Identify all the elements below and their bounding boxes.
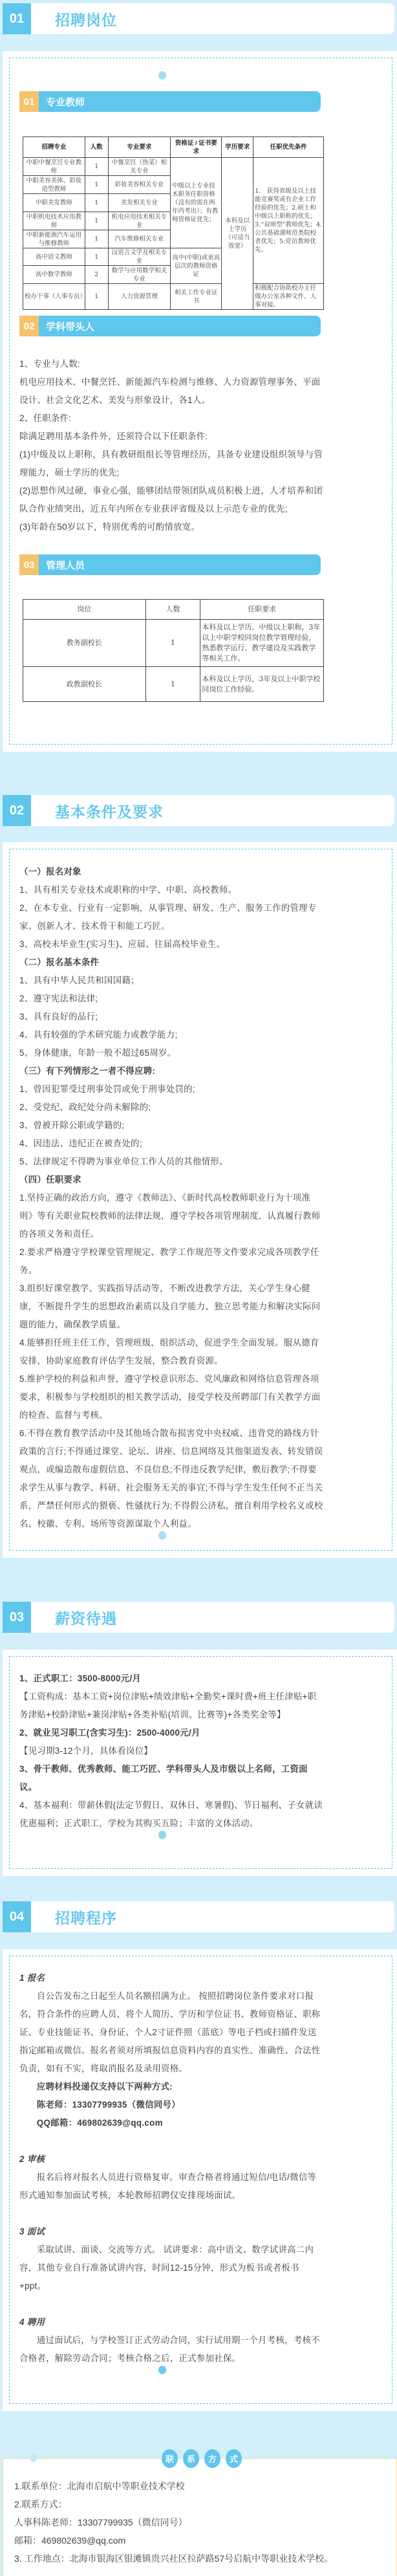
paragraph: 【见习期3-12个月，具体看岗位】	[19, 1746, 153, 1756]
sub-number: 02	[19, 316, 39, 336]
email-contact: QQ邮箱：469802639@qq.com	[36, 2118, 163, 2128]
cell-req: 数学与应用数学相关专业	[108, 266, 171, 284]
paragraph: 通过面试后，与学校签订正式劳动合同，实行试用期一个月考核，考核不合格者，解除劳动合同；考核合格之后，正式参加社保。	[19, 2335, 320, 2363]
cell-count: 1	[85, 194, 108, 212]
cell-req: 中餐烹饪（热菜）相关专业	[108, 158, 171, 176]
paragraph: 4、因违法、违纪正在被查处的;	[19, 1139, 142, 1148]
paragraph: 6.不得在教育教学活动中及其他场合散布损害党中央权威、违背党的路线方针政策的言行;不得通过课堂、论坛、讲座、信息网络及其他渠道发表、转发错误观点，或编造散布虚假信息、不良信息;不得违反教学纪律，敷衍教学;不得要求学生从事与教学、科研、社会服务无关的事宜;不得与学生发生任何不正当关系，严禁任何形式的猥亵、性骚扰行为;不得假公济私，擅自利用学校名义或校名、校徽、专利、场所等资源谋取个人利益。	[19, 1428, 323, 1529]
contact-line: 人事科陈老师：13307799935（微信同号）	[14, 2517, 188, 2527]
requirements-panel	[3, 842, 397, 1558]
paragraph: 自公告发布之日起至人员名额招满为止。 按照招聘岗位条件要求对口报名，符合条件的应聘人员，将个人简历、学历和学位证书、教师资格证、职称证、专业技能证书、身份证、个人2寸证件照（蓝底）等电子档或扫描件发送指定邮箱或微信。报名者须对所填报信息资料内容的真实性、准确性、合法性负责，如有不实，将取消报名及录用资格。	[19, 1991, 321, 2073]
paragraph: 1、专业与人数:	[19, 359, 80, 369]
dot-decoration	[158, 71, 166, 80]
contact-text	[14, 2477, 333, 2568]
paragraph: 4、具有较强的学术研究能力或教学能力;	[19, 1030, 178, 1040]
step-title: 4 聘用	[19, 2317, 45, 2327]
procedure-text	[19, 1969, 323, 2368]
subheading: （一）报名对象	[19, 867, 81, 877]
paragraph: 采取试讲、面谈、交流等方式。 试讲要求：高中语文、数学试讲高二内容，其他专业自行准备试讲内容，时间12-15分钟，形式为板书或者板书+ppt。	[19, 2245, 314, 2291]
dot-decoration	[158, 2366, 166, 2374]
paragraph: 应聘材料投递仅支持以下两种方式:	[36, 2082, 173, 2091]
table-row	[23, 620, 324, 667]
subheading: （四）任职要求	[19, 1175, 81, 1184]
title-char: 联	[162, 2449, 178, 2468]
phone-contact: 陈老师：13307799935（微信同号）	[36, 2100, 180, 2110]
paragraph: 5、身体健康，年龄一般不超过65周岁。	[19, 1048, 177, 1058]
cell-major: 中职美发教师	[23, 194, 85, 212]
dot-decoration	[158, 1831, 166, 1839]
cell-req: 本科及以上学历、中级以上职称，3年以上中职学校同岗位教学管理经验，熟悉教学运行、教学建设及实践教学等相关工作。	[200, 620, 324, 667]
paragraph: 2、受党纪、政纪处分尚未解除的;	[19, 1102, 151, 1112]
subheader-leaders	[19, 316, 321, 336]
cell-major: 中职机电技术应用教师	[23, 212, 85, 230]
section-number: 01	[3, 3, 31, 34]
cell-priority: 1. 获得省级及以上技能竞赛奖或有企业工作经验的优先；2.硕士和中级以上职称的优先；3.“双师型”教师优先；4.公共基础课师范类院校者优先；5.党员教师优先。	[253, 158, 324, 284]
col-header: 专业要求	[108, 137, 171, 158]
step-title: 2 审核	[19, 2154, 45, 2164]
table-row	[23, 158, 324, 176]
cell-post: 教务副校长	[23, 620, 146, 667]
cell-major: 中职美容美体、彩妆造型教师	[23, 176, 85, 194]
cell-cert: 中级以上专业技术职务任职资格（没有的需在两年内考出）；有教师资格证优先；	[171, 158, 222, 248]
section-number: 02	[3, 795, 31, 826]
title-char: 式	[226, 2449, 242, 2468]
paragraph: 报名后将对报名人员进行资格复审。审查合格者将通过短信/电话/微信等形式通知参加面试考核，本轮教师招聘仅安排现场面试。	[19, 2172, 317, 2200]
cell-major: 高中语文教师	[23, 248, 85, 266]
cell-req: 汉语言文学及相关专业	[108, 248, 171, 266]
subheader-managers	[19, 554, 321, 575]
cell-count: 1	[85, 158, 108, 176]
cell-education: 本科及以上学历（可适当放宽）	[222, 158, 253, 310]
contact-title	[162, 2449, 243, 2468]
paragraph: 1、具有相关专业技术或职称的中学、中职、高校教师。	[19, 885, 237, 895]
sub-title: 管理人员	[46, 560, 85, 571]
paragraph: 3、具有良好的品行;	[19, 1012, 98, 1021]
table-row	[23, 667, 324, 702]
contact-line: 1.联系单位：北海市启航中等职业技术学校	[14, 2481, 185, 2491]
paragraph: 2.要求严格遵守学校课堂管理规定、教学工作规范等文件要求完成各项教学任务。	[19, 1247, 319, 1275]
col-header: 任职要求	[200, 600, 324, 620]
section-number: 03	[3, 1602, 31, 1633]
step-title: 3 面试	[19, 2227, 45, 2236]
salary-panel	[3, 1650, 397, 1876]
subheading: 1、正式职工：3500-8000元/月	[19, 1674, 142, 1683]
section-title: 基本条件及要求	[55, 803, 164, 820]
paragraph: (1)中级及以上职称，具有教研组组长等管理经历，具备专业建设组织领导与管理能力，硕士学历的优先;	[19, 450, 323, 477]
cell-major: 中职新能源汽车运用与维修教师	[23, 230, 85, 248]
col-header: 资格证 / 证书要求	[171, 137, 222, 158]
subheading: （三）有下列情形之一者不得应聘:	[19, 1066, 156, 1076]
contact-line: 2.联系方式：	[14, 2499, 67, 2509]
section-title: 招聘程序	[55, 1909, 117, 1927]
paragraph: 2、遵守宪法和法律;	[19, 994, 98, 1003]
paragraph: 【工资构成：基本工资+岗位津贴+绩效津贴+全勤奖+课时费+班主任津贴+职务津贴+校龄津贴+兼岗津贴+各类补贴(培训、比赛等)+各类奖金等】	[19, 1692, 317, 1719]
cell-req: 彩妆美容相关专业	[108, 176, 171, 194]
contact-line: 邮箱：469802639@qq.com	[14, 2535, 126, 2546]
section-header-requirements	[3, 795, 394, 826]
paragraph: 3.组织好课堂教学、实践指导活动等，不断改进教学方法，关心学生身心健康，不断提升学生的思想政治素质以及自学能力、独立思考能力和解决实际问题的能力，确保教学质量。	[19, 1283, 321, 1329]
step-title: 1 报名	[19, 1973, 45, 1983]
paragraph: 4、基本福利：带薪休假(法定节假日、双休日、寒暑假)、节日福利、子女就读优惠福利；正式职工，学校为其购买五险；丰富的文体活动。	[19, 1800, 323, 1828]
paragraph: 5.维护学校的利益和声誉，遵守学校意识形态、党风廉政和网络信息管理各项要求，积极参与学校组织的相关教学活动，接受学校及所聘部门有关教学方面的检查、监督与考核。	[19, 1374, 321, 1420]
subheader-teachers	[19, 91, 321, 112]
cell-post: 政教副校长	[23, 667, 146, 702]
paragraph: 3、曾被开除公职或学籍的;	[19, 1120, 125, 1130]
sub-title: 专业教师	[46, 96, 85, 108]
cell-req: 汽车维修相关专业	[108, 230, 171, 248]
cell-count: 2	[85, 266, 108, 284]
contact-line: 3. 工作地点：北海市银海区银滩镇贵兴社区拉萨路57号启航中等职业技术学校。	[14, 2553, 334, 2564]
section-header-positions	[3, 3, 394, 34]
section-number: 04	[3, 1901, 31, 1932]
teacher-table	[23, 136, 324, 310]
cell-count: 1	[85, 230, 108, 248]
sub-number: 03	[19, 554, 39, 575]
cell-major: 中职中餐烹饪专业教师	[23, 158, 85, 176]
procedure-panel	[3, 1949, 397, 2411]
cell-priority: 积极配合协助校办主任做办公室各种文件、人事对接。	[253, 284, 324, 310]
table-row	[23, 284, 324, 310]
paragraph: 3、高校未毕业生(实习生)、应届、往届高校毕业生。	[19, 939, 226, 949]
paragraph: 2、任职条件:	[19, 413, 72, 423]
col-header: 学历要求	[222, 137, 253, 158]
section-header-procedure	[3, 1901, 394, 1932]
cell-count: 1	[85, 284, 108, 310]
requirements-text	[19, 863, 323, 1533]
salary-text	[19, 1670, 323, 1833]
sub-title: 学科带头人	[46, 321, 95, 333]
title-char: 方	[204, 2449, 220, 2468]
paragraph: 1.坚持正确的政治方向，遵守《教师法》、《新时代高校教师职业行为十项准则》等有关职业院校教师的法律法规，遵守学校各项管理制度，认真履行教师的各项义务和责任。	[19, 1193, 321, 1239]
cell-count: 1	[85, 248, 108, 266]
cell-req: 人力资源管理	[108, 284, 171, 310]
col-header: 任职优先条件	[253, 137, 324, 158]
cell-count: 1	[85, 212, 108, 230]
cell-req: 本科及以上学历，3年及以上中职学校同岗位工作经验。	[200, 667, 324, 702]
paragraph: 2、在本专业、行业有一定影响，从事管理、研发、生产、服务工作的管理专家、创新人才、技术骨干和能工巧匠。	[19, 903, 317, 931]
dot-decoration	[158, 1531, 166, 1540]
section-header-salary	[3, 1602, 394, 1633]
paragraph: 1、曾因犯罪受过刑事处罚或免于刑事处罚的;	[19, 1084, 195, 1094]
section-title: 招聘岗位	[55, 11, 117, 28]
section-title: 薪资待遇	[55, 1610, 117, 1627]
dot-decoration	[30, 2454, 37, 2462]
col-header: 人数	[85, 137, 108, 158]
sub-number: 01	[19, 91, 39, 112]
subheading: （二）报名基本条件	[19, 957, 100, 967]
paragraph: 5、法律规定不得聘为事业单位工作人员的其他情形。	[19, 1157, 228, 1166]
subheading: 3、骨干教师、优秀教师、能工巧匠、学科带头人及市级以上名师，工资面议。	[19, 1764, 308, 1792]
cell-req: 机电应用技术相关专业	[108, 212, 171, 230]
cell-count: 1	[145, 620, 200, 667]
paragraph: 1、具有中华人民共和国国籍；	[19, 976, 140, 985]
paragraph: 除满足聘用基本条件外，还须符合以下任职条件:	[19, 431, 208, 441]
paragraph: 机电应用技术、中餐烹饪、新能源汽车检测与维修、人力资源管理事务、平面设计、社会文化艺术、美发与形象设计，各1人。	[19, 377, 321, 405]
cell-count: 1	[145, 667, 200, 702]
col-header: 招聘专业	[23, 137, 85, 158]
paragraph: (2)思想作风过硬，事业心强，能够团结带领团队成员积极上进，人才培养和团队合作业绩突出，近五年内所在专业获评省级及以上示范专业的优先;	[19, 486, 323, 514]
positions-panel	[3, 51, 397, 752]
manager-table	[23, 599, 324, 702]
cell-major: 校办干事（人事专员）	[23, 284, 85, 310]
cell-count: 1	[85, 176, 108, 194]
leader-text	[19, 355, 323, 536]
col-header: 岗位	[23, 600, 146, 620]
cell-cert: 相关工作专业证书	[171, 284, 222, 310]
cell-req: 美发相关专业	[108, 194, 171, 212]
title-char: 系	[183, 2449, 199, 2468]
cell-cert: 高中(中职)或更高层次的教师资格证	[171, 248, 222, 284]
paragraph: (3)年龄在50岁以下，特别优秀的可酌情放宽。	[19, 522, 200, 532]
cell-major: 高中数学教师	[23, 266, 85, 284]
subheading: 2、就业见习职工(含实习生)：2500-4000元/月	[19, 1728, 200, 1738]
paragraph: 4.能够担任班主任工作，管理班级，组织活动，促进学生全面发展。服从德育安排，协助家庭教育评估学生发展，整合教育资源。	[19, 1338, 319, 1366]
col-header: 人数	[145, 600, 200, 620]
